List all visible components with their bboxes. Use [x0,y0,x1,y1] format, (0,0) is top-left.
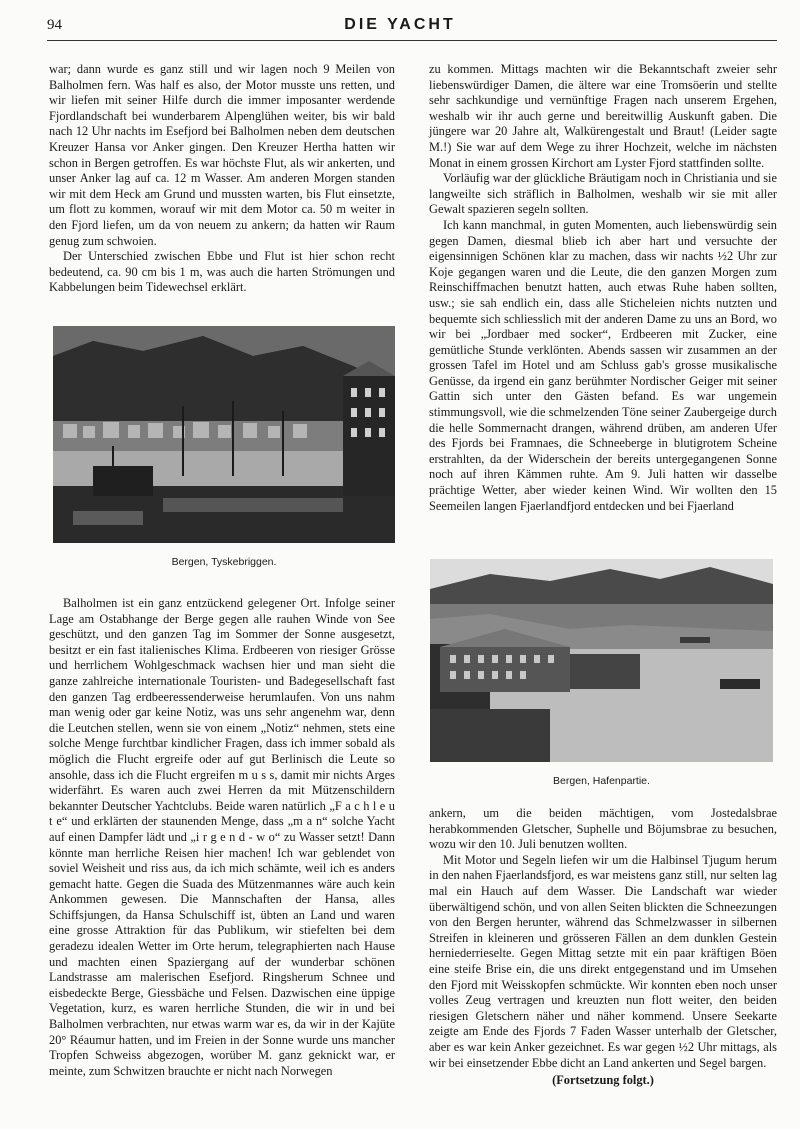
right-column-bottom [429,806,777,1089]
paragraph: Vorläufig war der glückliche Bräutigam noch in Christiania und sie langweilte sich sträflich in Balholmen, weshalb wir sie mit aller Gewalt spazieren segeln sollten. [429,171,777,217]
caption-hafenpartie: Bergen, Hafenpartie. [553,775,650,787]
left-column-top [49,62,395,296]
paragraph: Der Unterschied zwischen Ebbe und Flut ist hier schon recht bedeutend, ca. 90 cm bis 1 m, was auch die harten Strömungen und Kabbelungen beim Tidewechsel erklärt. [49,249,395,295]
paragraph: ankern, um die beiden mächtigen, vom Jostedalsbrae herabkommenden Gletscher, Suphelle und Böjumsbrae zu besuchen, wozu wir den 10. Juli benutzen wollten. [429,806,777,852]
continuation-note: (Fortsetzung folgt.) [552,1073,654,1088]
photo-bergen-tyskebriggen [53,326,395,543]
paragraph: Ich kann manchmal, in guten Momenten, auch liebenswürdig sein gegen Damen, diesmal blieb ich aber hart und versuchte der eigensinnigen Schönen klar zu machen, dass wir nachts ½2 Uhr zur Koje gegangen waren und die Leute, die den ganzen Morgen zum Reinschiffmachen benutzt hatten, auch etwas Ruhe haben sollten, usw.; sie sah endlich ein, dass alle Sticheleien nichts nutzten und bequemte sich schliesslich mit der anderen Dame zu uns an Bord, wo wir bei „Jordbaer med socker“, Erdbeeren mit Zucker, eine gemütliche Stunde verklönten. Abends sassen wir zusammen an der grossen Tafel im Hotel und am Schluss gab's grosse musikalische Genüsse, da irgend ein ganz berühmter Nordischer Geiger mit seiner Gattin sich unter den Gästen befand. Es war ungemein stimmungsvoll, wie die schmelzenden Töne seiner Zaubergeige durch die helle Sommernacht drangen, während drüben, am anderen Ufer des Fjords bei Framnaes, die Schneeberge in blutigrotem Scheine erstrahlten, da der Widerschein der bereits untergegangenen Sonne noch auf ihren Kämmen ruhte. Am 9. Juli hatten wir dasselbe prächtige Wetter, aber wieder keinen Wind. Wir wollten den 15 Seemeilen langen Fjaerlandfjord entdecken und bei Fjaerland [429,217,777,513]
caption-tyskebriggen: Bergen, Tyskebriggen. [171,556,277,568]
paragraph: Balholmen ist ein ganz entzückend gelegener Ort. Infolge seiner Lage am Ostabhange der Berge gegen alle rauhen Winde von See geschützt, und den ganzen Tag im Sommer der Sonne ausgesetzt, besitzt er ein fast italienisches Klima. Erdbeeren von riesiger Grösse und herrlichem Wohlgeschmack wachsen hier und man sieht die ganze zahlreiche internationale Touristen- und Badegesellschaft fast den ganzen Tag erdbeeressenderweise herumlaufen. Von uns nahm man wenig oder gar keine Notiz, was uns sehr angenehm war, denn die Leutchen stellen, wenn sie von einem „Notiz“ nehmen, stets eine solche Menge furchtbar kindlicher Fragen, dass ich immer sobald als möglich die Flucht ergreife oder auf gut Berlinisch die Leute so ansohle, dass ich die Flucht ergreifen m u s s, damit mir nichts Arges widerfährt. Es waren auch zwei Herren da mit Mützenschildern bekannter Deutscher Yachtclubs. Beide waren natürlich „F a c h l e u t e“ und erklärten der staunenden Menge, dass „m a n“ solche Yacht auf einen Dampfer lädt und „i r g e n d - w o“ zu Wasser setzt! Dann könnte man herrliche Reisen hier machen! Ich war geblendet von soviel Weisheit und riss aus, da ich mich schämte, weil ich es anders gemacht hatte. Gegen die Suada des Mützenmannes wäre auch kein Ankommen gewesen. Die Mannschaften der Hansa, alles Schiffsjungen, da Hansa Schulschiff ist, übten an Land und waren eine grosse Attraktion für das Publikum, wir stiefelten bei dem geradezu idealen Wetter im Orte herum, telegraphierten nach Hause und machten einen Spaziergang auf der wunderbar schönen Landstrasse am malerischen Esefjord. Ringsherum Schnee und eisbedeckte Berge, Giessbäche und Felsen. Dazwischen eine üppige Vegetation, kurz, es waren herrliche Stunden, die wir in und bei Balholmen verbrachten, nur etwas warm war es, da wir in der Kajüte 20° Réaumur hatten, und im Freien in der Sonne wurde uns mancher Tropfen Schweiss abgezogen, worüber M. ganz geknickt war, er meinte, zum Schwitzen brauchte er nicht nach Norwegen [49,596,395,1078]
journal-title: DIE YACHT [344,16,456,33]
page-number: 94 [47,17,62,33]
photo-bergen-hafenpartie [430,559,773,762]
paragraph: war; dann wurde es ganz still und wir lagen noch 9 Meilen von Balholmen fern. Was half es also, der Motor musste uns retten, und wir liefen mit seiner Hilfe durch die immer imposanter werdende Fjordlandschaft bei wunderbarem Alpenglühen weiter, bis wir bald nach 12 Uhr nachts im Esefjord bei Balholmen neben dem deutschen Kreuzer Hansa vor Anker gingen. Den Kreuzer Hertha hatten wir schon in Bergen getroffen. Es war höchste Flut, als wir ankerten, und unser Anker lag auf ca. 12 m Wasser. Am anderen Morgen standen wir mit dem Heck am Grund und mussten warten, bis Flut einsetzte, um flott zu kommen, worauf wir mit dem Motor ca. 50 m weiter in den Fjord liefen, um da von neuem zu ankern; da hatten wir Raum genug zum schwoien. [49,62,395,248]
paragraph: zu kommen. Mittags machten wir die Bekanntschaft zweier sehr liebenswürdiger Damen, die ältere war eine Tromsöerin und stellte sehr sachkundige und vernünftige Fragen nach unserem Ergehen, weshalb wir ihr auch gerne und bereitwillig Auskunft gaben. Die jüngere war 20 Jahre alt, Walkürengestalt und Braut! (Leider sagte M.!) Sie war auf dem Wege zu ihrer Hochzeit, welche im nächsten Monat in einem grossen Kirchort am Lyster Fjord stattfinden sollte. [429,62,777,170]
paragraph: Mit Motor und Segeln liefen wir um die Halbinsel Tjugum herum in den nahen Fjaerlandsfjord, es war meistens ganz still, nur selten lag mal ein Hauch auf dem Wasser. Die Landschaft war wieder überwältigend schön, und von allen Seiten blickten die Schneezungen von den Bergen herunter, während das Schmelzwasser in silbernen Streifen in kleineren und grösseren Fällen an dem dunklen Gestein herniederrieselte. Gegen Mittag setzte mit ein paar kräftigen Böen eine steife Brise ein, die uns direkt entgegenstand und im Umsehen den Fjord mit Weisskopfen schmückte. Wir konnten eben noch unser volles Zeug vertragen und kreuzten nun flott weiter, den beiden riesigen Gletschern näher und näher kommend. Unsere Seekarte zeigte am Ende des Fjords 7 Faden Wasser unterhalb der Gletscher, aber es war kein Anker gezeichnet. Es war gegen ½2 Uhr mittags, als wir bei einsetzender Ebbe dicht an Land ankerten und Segel bargen. [429,852,777,1070]
header-rule [47,40,777,41]
left-column-bottom [49,596,395,1079]
right-column-top [429,62,777,514]
